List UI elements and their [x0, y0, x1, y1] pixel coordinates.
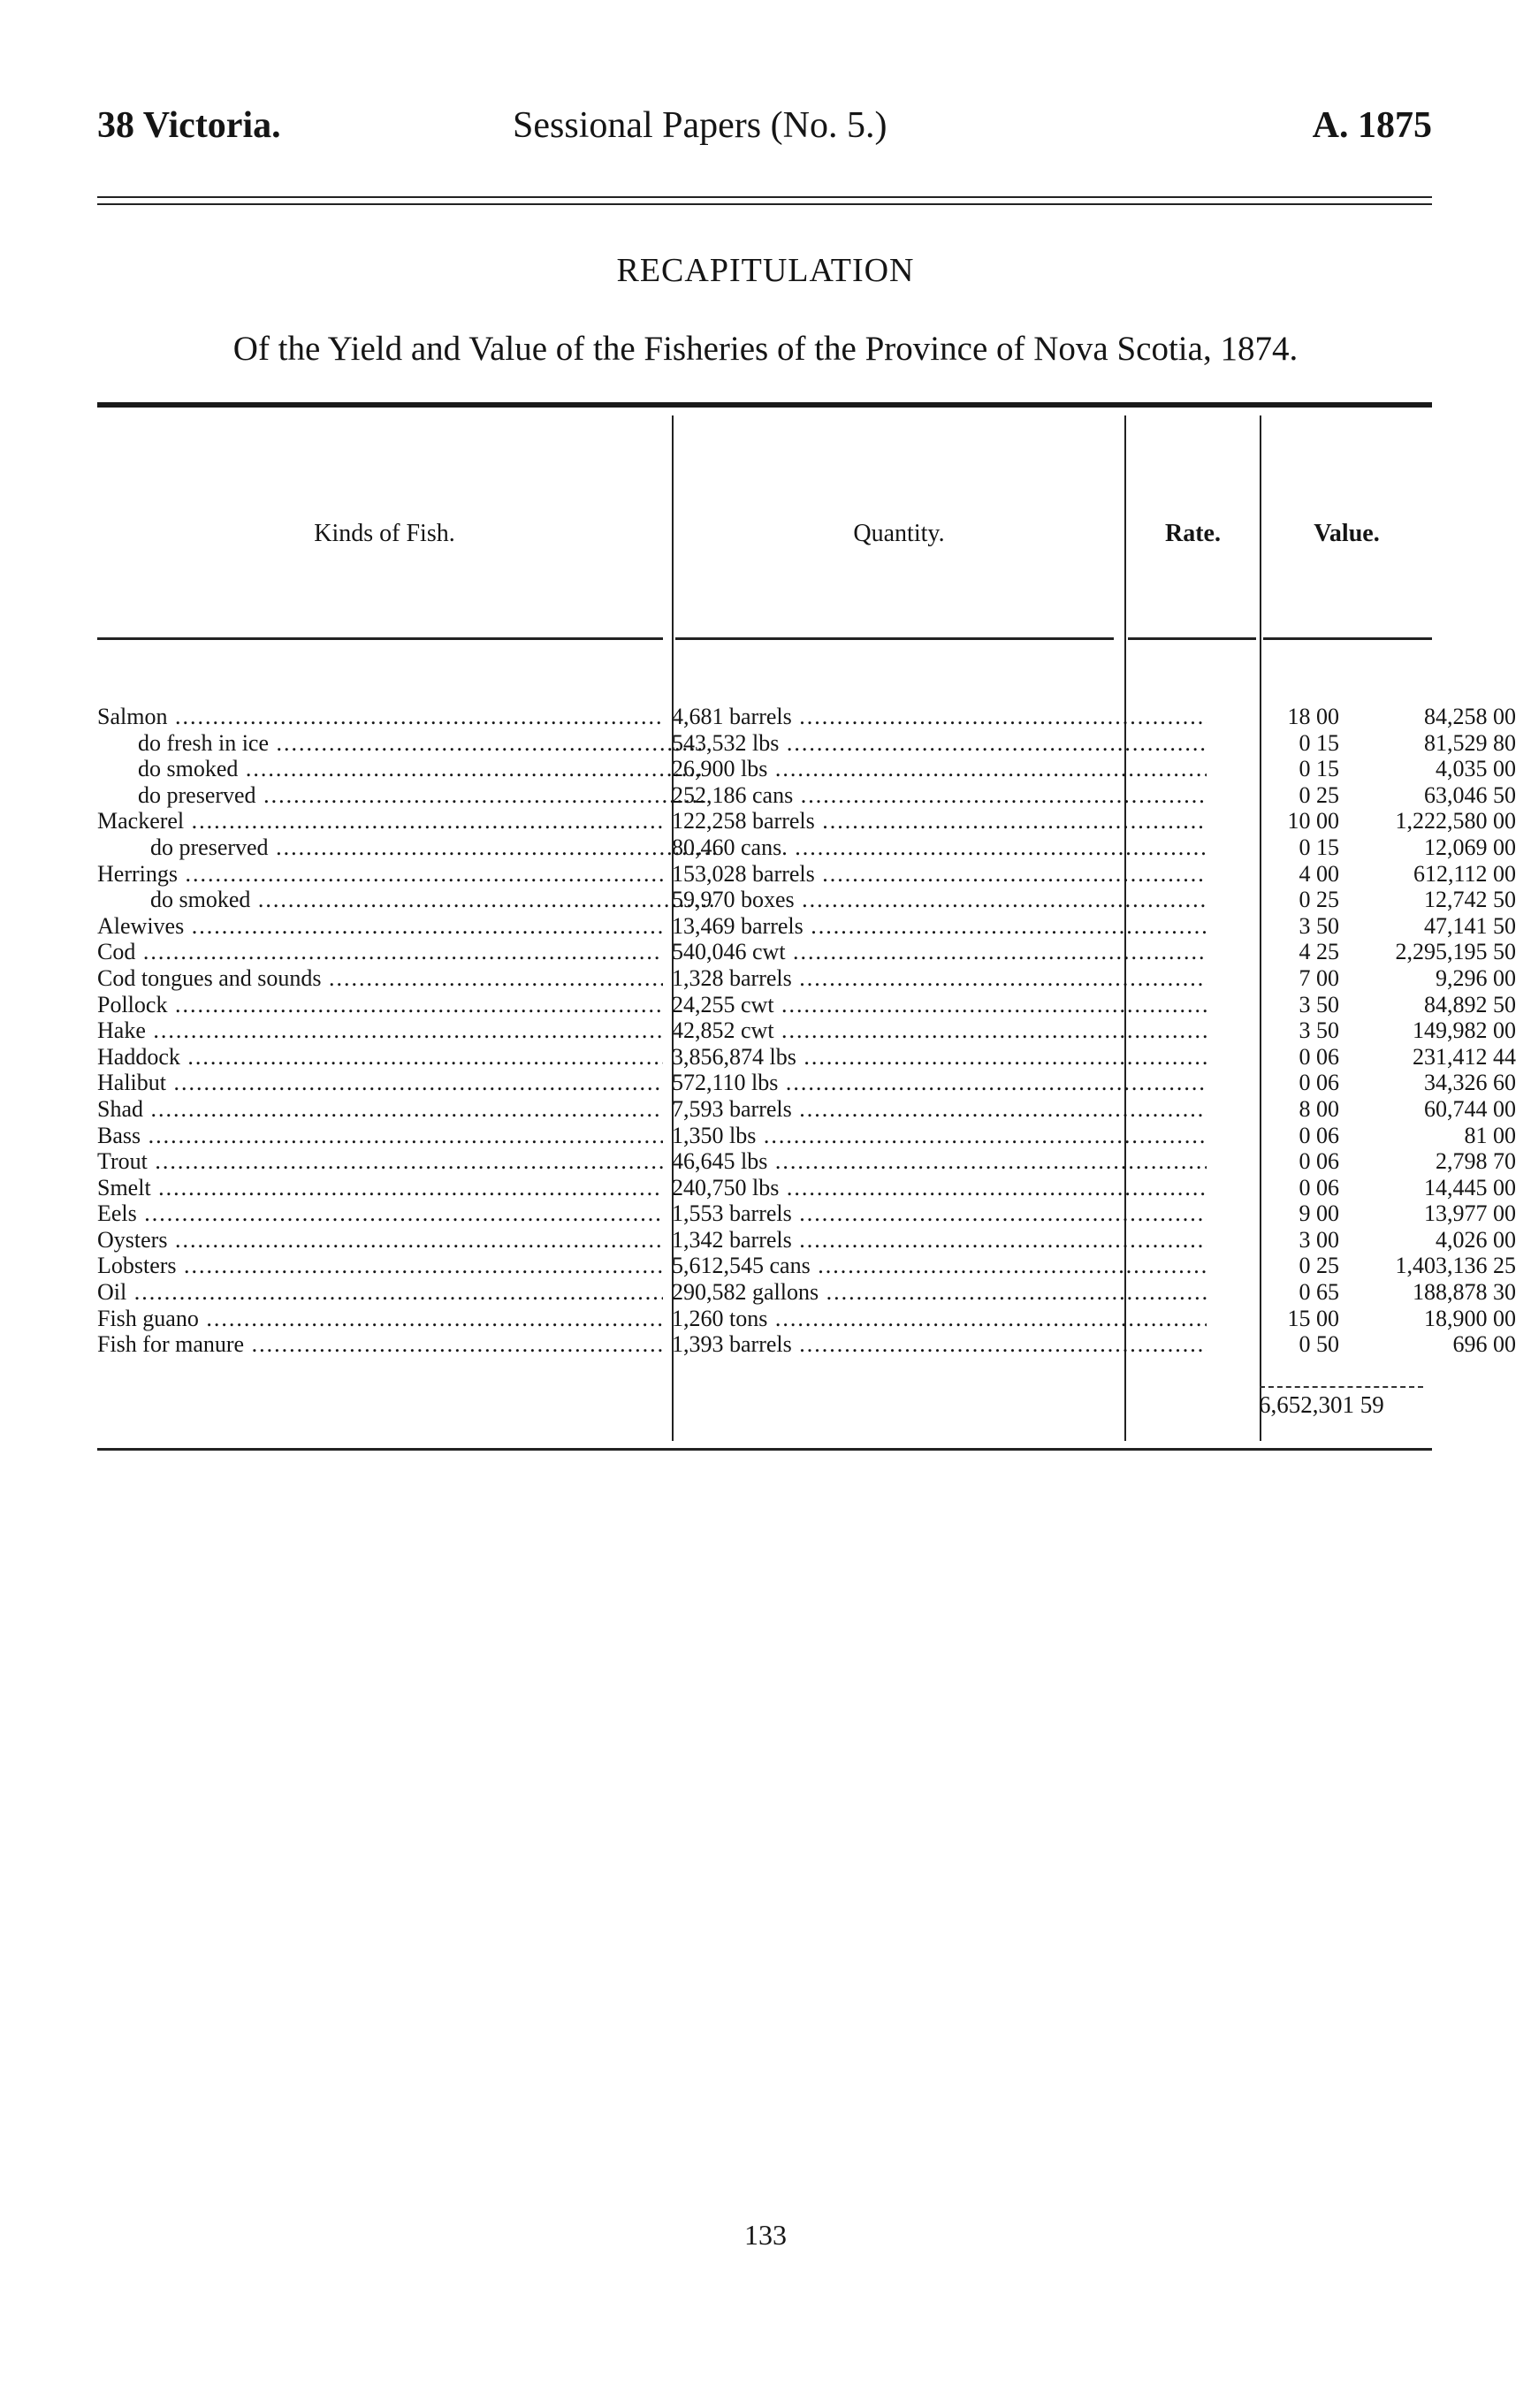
table-row	[97, 939, 1516, 965]
cell-rate: 0 06	[1299, 1070, 1339, 1096]
total-value: 6,652,301 59	[1259, 1391, 1384, 1418]
table-top-rule	[97, 402, 1432, 408]
cell-quantity: 543,532 lbs .....	[672, 730, 1207, 757]
column-header-value: Value.	[1314, 520, 1380, 547]
table-row	[97, 1226, 1516, 1254]
table-row	[97, 704, 1516, 730]
cell-kind: Oysters .....	[97, 1227, 663, 1254]
header-double-rule	[97, 196, 1432, 205]
table-row	[97, 781, 1516, 809]
cell-value: 60,744 00	[1424, 1095, 1516, 1122]
table-row	[97, 887, 1516, 913]
cell-quantity: 1,393 barrels .....	[672, 1331, 1207, 1358]
cell-value: 84,258 00	[1424, 704, 1516, 729]
cell-kind: do preserved .....	[97, 834, 716, 861]
header-rule-quantity	[675, 637, 1114, 640]
cell-value: 231,412 44	[1413, 1043, 1516, 1070]
table-row	[97, 1279, 1516, 1306]
table-row	[97, 860, 1516, 888]
cell-kind: Pollock .....	[97, 992, 663, 1018]
cell-quantity: 540,046 cwt .....	[672, 939, 1207, 965]
cell-rate: 3 50	[1299, 912, 1339, 939]
cell-value: 81 00	[1464, 1122, 1516, 1148]
cell-quantity: 1,260 tons .....	[672, 1306, 1207, 1332]
cell-value: 34,326 60	[1424, 1070, 1516, 1096]
cell-rate: 0 25	[1299, 887, 1339, 913]
cell-kind: Halibut .....	[97, 1070, 663, 1096]
cell-rate: 8 00	[1299, 1095, 1339, 1122]
cell-quantity: 1,328 barrels .....	[672, 965, 1207, 992]
cell-quantity: 572,110 lbs .....	[672, 1070, 1207, 1096]
cell-quantity: 1,350 lbs .....	[672, 1123, 1207, 1149]
table-row	[97, 1095, 1516, 1123]
header-paper-title: Sessional Papers (No. 5.)	[513, 105, 887, 146]
table-row	[97, 1200, 1516, 1227]
cell-quantity: 3,856,874 lbs .....	[672, 1044, 1207, 1071]
cell-rate: 0 15	[1299, 756, 1339, 782]
cell-value: 84,892 50	[1424, 991, 1516, 1017]
cell-quantity: 26,900 lbs .....	[672, 756, 1207, 782]
cell-quantity: 13,469 barrels .....	[672, 913, 1207, 940]
cell-rate: 0 06	[1299, 1148, 1339, 1175]
cell-quantity: 24,255 cwt .....	[672, 992, 1207, 1018]
cell-kind: Herrings .....	[97, 861, 663, 888]
cell-value: 12,742 50	[1424, 887, 1516, 913]
cell-kind: Smelt .....	[97, 1175, 663, 1201]
cell-kind: Alewives .....	[97, 913, 663, 940]
table-row	[97, 834, 1516, 861]
cell-rate: 7 00	[1299, 964, 1339, 991]
cell-kind: Haddock .....	[97, 1044, 663, 1071]
column-header-quantity: Quantity.	[853, 520, 945, 547]
cell-kind: do fresh in ice .....	[97, 730, 704, 757]
column-header-kind: Kinds of Fish.	[314, 520, 455, 547]
cell-quantity: 1,342 barrels .....	[672, 1227, 1207, 1254]
table-bottom-rule	[97, 1448, 1432, 1451]
page-title: RECAPITULATION	[616, 252, 915, 289]
cell-rate: 0 06	[1299, 1043, 1339, 1070]
total-rule	[1260, 1386, 1423, 1388]
table-row	[97, 1305, 1516, 1332]
cell-rate: 0 15	[1299, 834, 1339, 860]
cell-quantity: 80,460 cans. .....	[672, 834, 1207, 861]
table-row	[97, 1253, 1516, 1279]
table-row	[97, 991, 1516, 1018]
table-row	[97, 808, 1516, 834]
cell-value: 1,403,136 25	[1395, 1253, 1516, 1279]
cell-value: 696 00	[1452, 1331, 1516, 1358]
cell-kind: Lobsters .....	[97, 1253, 663, 1279]
cell-rate: 0 50	[1299, 1331, 1339, 1358]
cell-kind: Cod tongues and sounds .....	[97, 965, 663, 992]
table-row	[97, 756, 1516, 782]
cell-quantity: 290,582 gallons .....	[672, 1279, 1207, 1306]
cell-value: 18,900 00	[1424, 1305, 1516, 1331]
cell-quantity: 42,852 cwt .....	[672, 1017, 1207, 1044]
cell-rate: 4 25	[1299, 939, 1339, 965]
cell-value: 63,046 50	[1424, 781, 1516, 808]
cell-kind: Salmon .....	[97, 704, 663, 730]
cell-value: 14,445 00	[1424, 1174, 1516, 1200]
table-row	[97, 964, 1516, 992]
cell-kind: Cod .....	[97, 939, 663, 965]
cell-quantity: 5,612,545 cans .....	[672, 1253, 1207, 1279]
cell-rate: 3 00	[1299, 1226, 1339, 1253]
cell-value: 13,977 00	[1424, 1200, 1516, 1227]
cell-rate: 0 06	[1299, 1174, 1339, 1200]
cell-quantity: 1,553 barrels .....	[672, 1200, 1207, 1227]
cell-value: 2,295,195 50	[1395, 939, 1516, 965]
cell-quantity: 252,186 cans .....	[672, 782, 1207, 809]
cell-quantity: 240,750 lbs .....	[672, 1175, 1207, 1201]
table-row	[97, 1174, 1516, 1201]
cell-value: 612,112 00	[1413, 860, 1516, 887]
page-subtitle: Of the Yield and Value of the Fisheries of the Province of Nova Scotia, 1874.	[232, 330, 1299, 368]
cell-kind: Bass .....	[97, 1123, 663, 1149]
cell-rate: 18 00	[1287, 704, 1339, 729]
cell-quantity: 7,593 barrels .....	[672, 1096, 1207, 1123]
cell-value: 4,026 00	[1436, 1226, 1516, 1253]
cell-rate: 4 00	[1299, 860, 1339, 887]
table-row	[97, 1331, 1516, 1358]
cell-rate: 0 06	[1299, 1122, 1339, 1148]
cell-kind: Trout .....	[97, 1148, 663, 1175]
cell-rate: 15 00	[1287, 1305, 1339, 1331]
cell-value: 12,069 00	[1424, 834, 1516, 860]
cell-kind: Shad .....	[97, 1096, 663, 1123]
cell-kind: Fish guano .....	[97, 1306, 663, 1332]
column-header-rate: Rate.	[1165, 520, 1221, 547]
cell-kind: Eels .....	[97, 1200, 663, 1227]
table-row	[97, 1043, 1516, 1071]
header-rule-rate	[1128, 637, 1256, 640]
cell-rate: 0 15	[1299, 729, 1339, 756]
cell-quantity: 153,028 barrels .....	[672, 861, 1207, 888]
cell-kind: Fish for manure .....	[97, 1331, 663, 1358]
page-header	[97, 104, 1432, 157]
cell-kind: Mackerel .....	[97, 808, 663, 834]
cell-rate: 0 25	[1299, 781, 1339, 808]
cell-kind: do smoked .....	[97, 756, 704, 782]
cell-value: 9,296 00	[1436, 964, 1516, 991]
cell-rate: 3 50	[1299, 1017, 1339, 1044]
cell-value: 188,878 30	[1413, 1279, 1516, 1306]
cell-kind: do preserved .....	[97, 782, 704, 809]
table-row	[97, 1122, 1516, 1149]
header-session: 38 Victoria.	[97, 105, 281, 146]
cell-quantity: 59,970 boxes .....	[672, 887, 1207, 913]
cell-rate: 0 65	[1299, 1279, 1339, 1306]
cell-kind: Hake .....	[97, 1017, 663, 1044]
cell-quantity: 122,258 barrels .....	[672, 808, 1207, 834]
cell-quantity: 46,645 lbs .....	[672, 1148, 1207, 1175]
table-row	[97, 1070, 1516, 1096]
cell-value: 47,141 50	[1424, 912, 1516, 939]
header-rule-value	[1263, 637, 1432, 640]
cell-kind: do smoked .....	[97, 887, 716, 913]
table-row	[97, 1148, 1516, 1175]
cell-rate: 3 50	[1299, 991, 1339, 1017]
cell-rate: 0 25	[1299, 1253, 1339, 1279]
cell-value: 2,798 70	[1436, 1148, 1516, 1175]
cell-value: 81,529 80	[1424, 729, 1516, 756]
page-number: 133	[744, 2219, 787, 2251]
cell-value: 149,982 00	[1413, 1017, 1516, 1044]
header-year: A. 1875	[1312, 105, 1432, 146]
table-row	[97, 729, 1516, 757]
cell-value: 1,222,580 00	[1395, 808, 1516, 834]
cell-rate: 10 00	[1287, 808, 1339, 834]
cell-kind: Oil .....	[97, 1279, 663, 1306]
table-row	[97, 1017, 1516, 1044]
cell-rate: 9 00	[1299, 1200, 1339, 1227]
cell-value: 4,035 00	[1436, 756, 1516, 782]
fisheries-table	[97, 704, 1516, 1358]
cell-quantity: 4,681 barrels .....	[672, 704, 1207, 730]
header-rule-kind	[97, 637, 663, 640]
table-row	[97, 912, 1516, 940]
